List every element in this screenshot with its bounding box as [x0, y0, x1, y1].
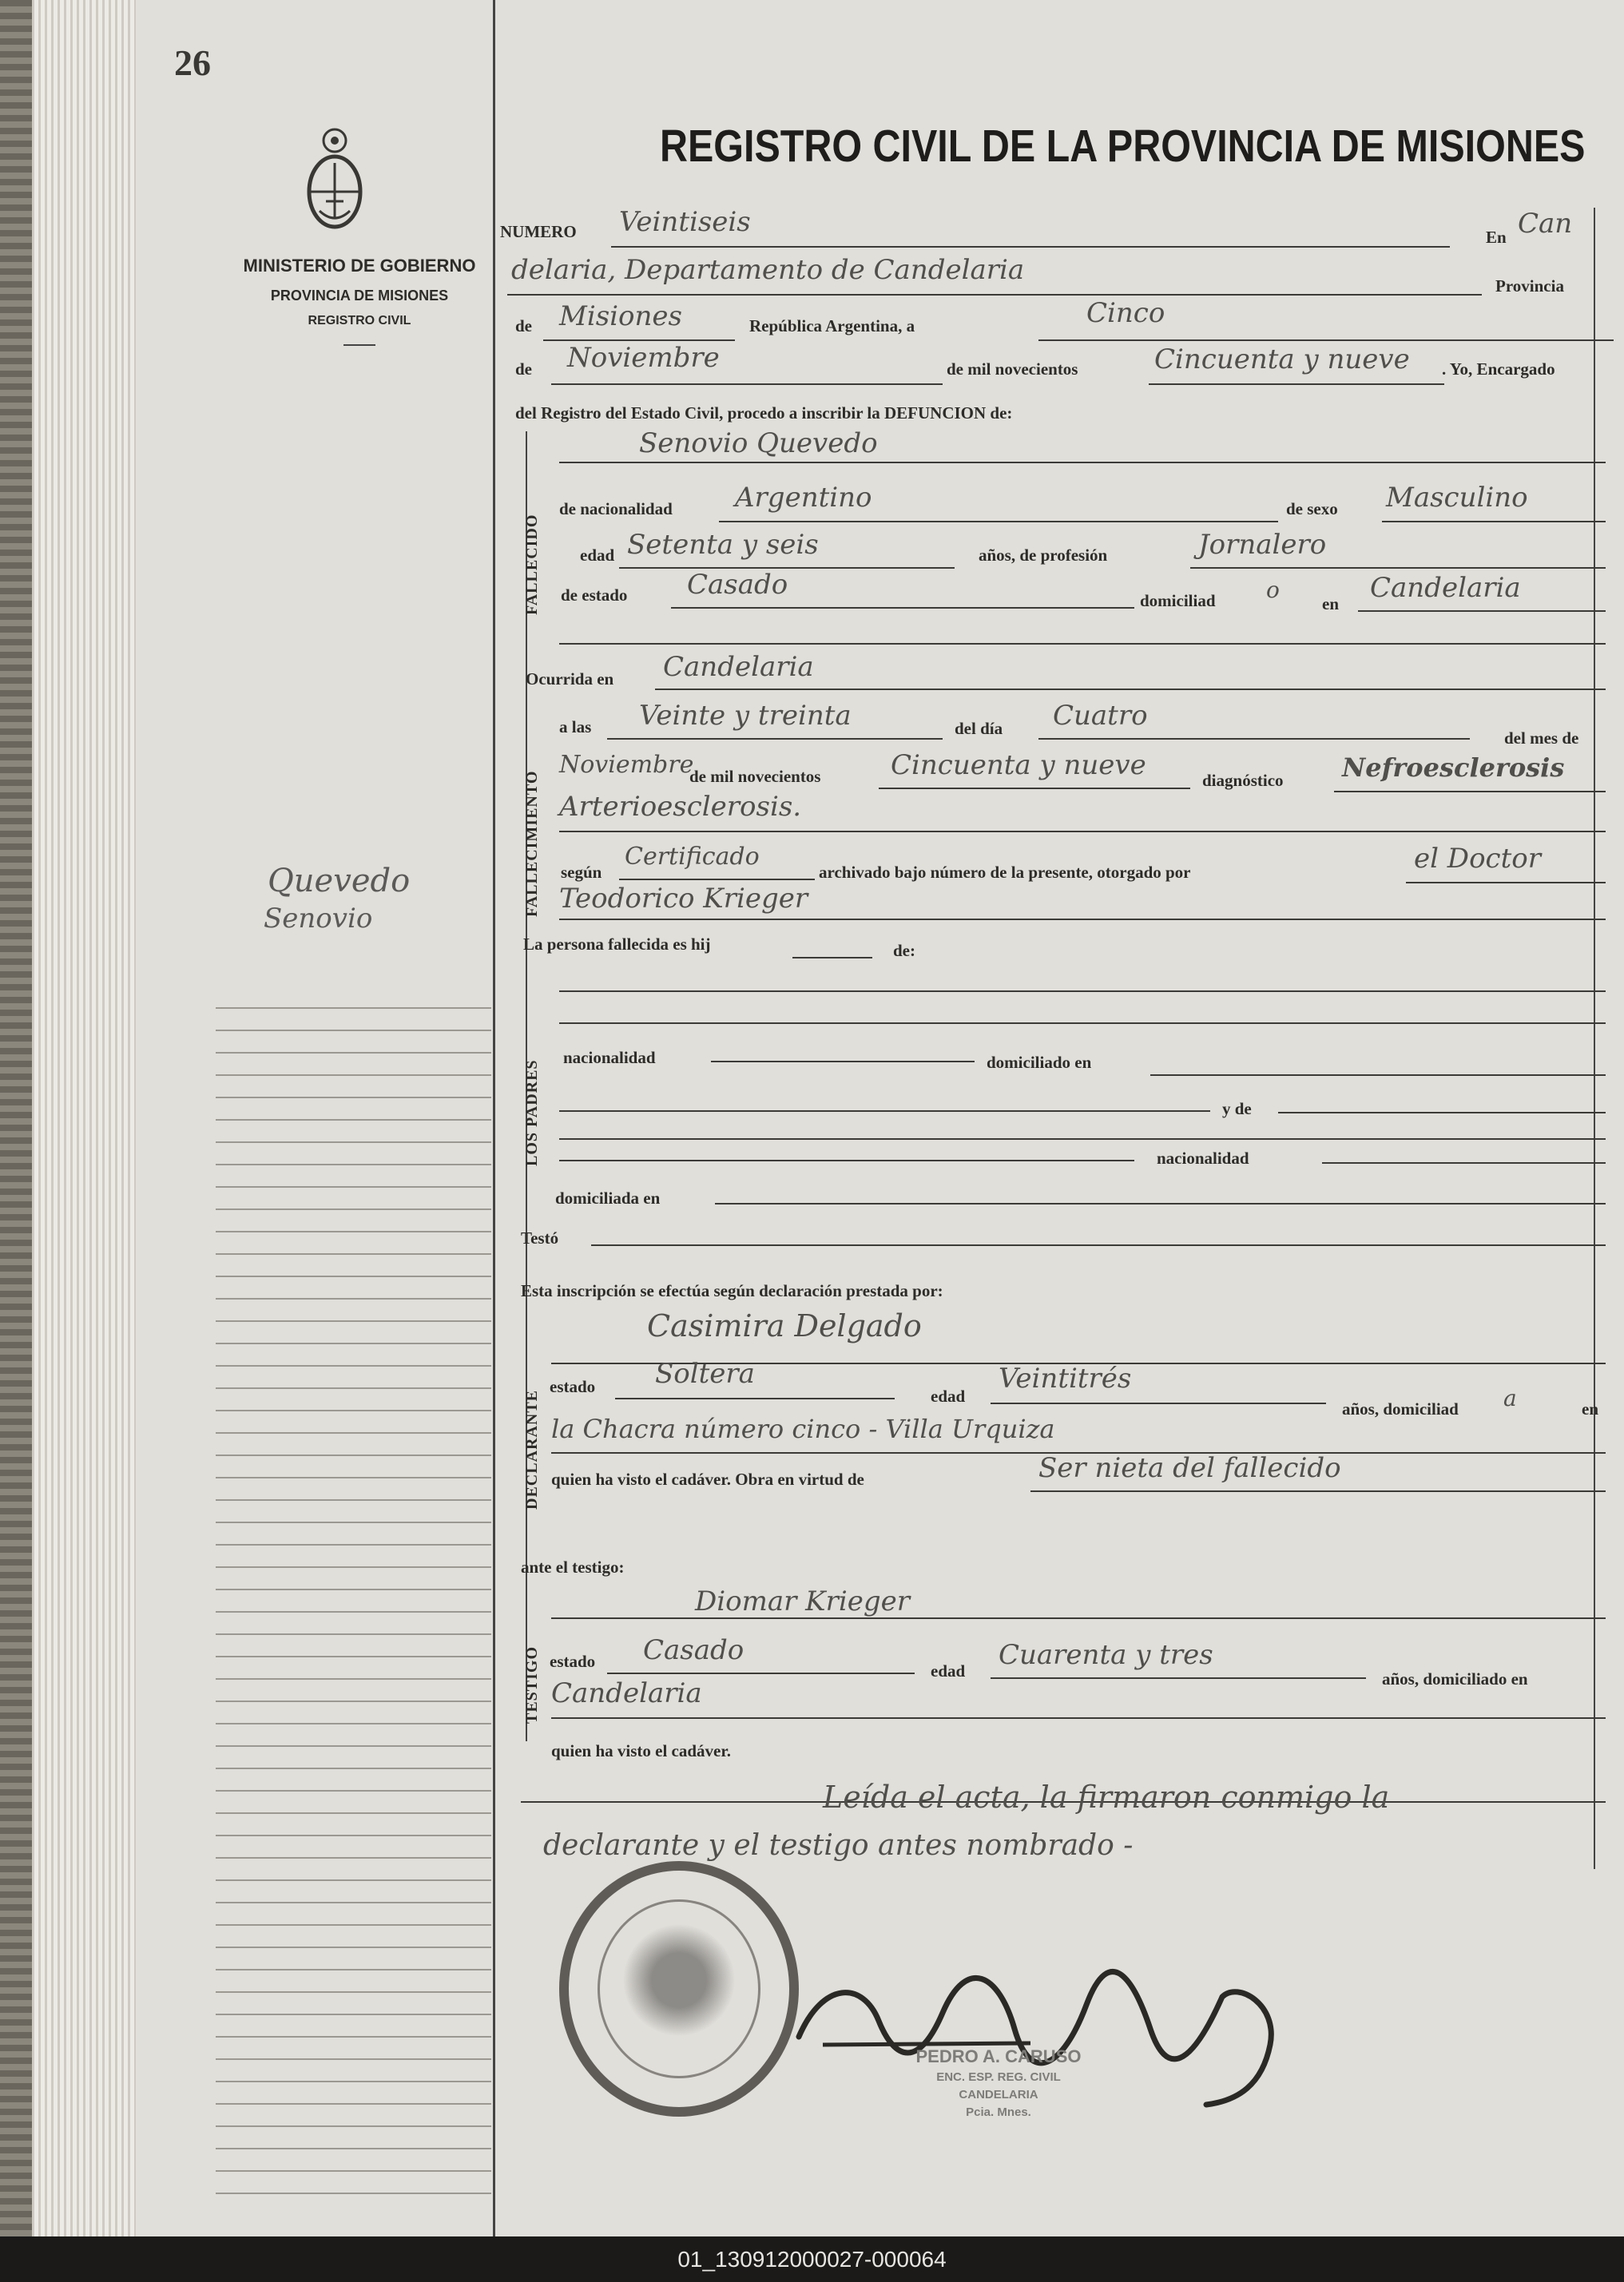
seal-name: PEDRO A. CARUSO [915, 2046, 1082, 2066]
domicilio-en-label: en [1322, 594, 1339, 613]
madre-line [559, 1110, 1210, 1112]
madre-domiciliada-line [715, 1203, 1606, 1204]
section-testigo: TESTIGO [523, 1645, 541, 1724]
fallecido-extra-line [559, 643, 1606, 645]
section-fallecimiento: FALLECIMIENTO [523, 770, 541, 917]
padre-line [559, 990, 1606, 992]
edad-value: Setenta y seis [627, 529, 819, 561]
numero-line [611, 246, 1450, 248]
sexo-line [1382, 521, 1606, 522]
padre-domiciliado-label: domiciliado en [987, 1053, 1092, 1072]
coat-of-arms-icon [305, 121, 364, 233]
encargado-label: . Yo, Encargado [1442, 359, 1555, 379]
testigo-edad-line [991, 1677, 1366, 1679]
seal-province: Pcia. Mnes. [966, 2105, 1031, 2119]
padre-domiciliado-line [1150, 1074, 1606, 1076]
nacionalidad-line [719, 521, 1278, 522]
declarante-edad-value: Veintitrés [999, 1363, 1132, 1395]
de-label: de [515, 316, 532, 335]
seal-place: CANDELARIA [959, 2088, 1038, 2101]
testigo-anios-label: años, domiciliado en [1382, 1669, 1528, 1689]
segun-label: según [561, 863, 602, 882]
place-line [507, 294, 1482, 296]
archivado-label: archivado bajo número de la presente, otorgado por [819, 863, 1191, 882]
fallecido-nombre: Senovio Quevedo [639, 427, 878, 459]
segun-line [619, 879, 815, 880]
padre-nacionalidad-label: nacionalidad [563, 1048, 656, 1067]
testigo-visto-label: quien ha visto el cadáver. [551, 1741, 731, 1760]
anios-profesion-label: años, de profesión [979, 546, 1108, 565]
padres-de-label: de: [893, 941, 915, 960]
testigo-domicilio-line [551, 1717, 1606, 1719]
madre-nombre-line [559, 1160, 1134, 1161]
ministry-divider [343, 344, 375, 346]
official-stamp-center [598, 1899, 760, 2078]
diagnostico-value: Nefroesclerosis [1342, 752, 1565, 783]
testo-line [591, 1244, 1606, 1246]
image-id-footer: 01_130912000027-000064 [0, 2236, 1624, 2282]
closing-line-2: declarante y el testigo antes nombrado - [543, 1829, 1134, 1862]
profesion-value: Jornalero [1198, 529, 1327, 561]
dia-fallecimiento-value: Cuatro [1053, 700, 1148, 732]
closing-line-1: Leída el acta, la firmaron conmigo la [823, 1780, 1390, 1815]
margin-surname: Quevedo [268, 863, 411, 899]
book-spine [0, 0, 32, 2236]
ocurrida-label: Ocurrida en [526, 669, 614, 689]
numero-label: NUMERO [500, 222, 577, 241]
sexo-label: de sexo [1286, 499, 1338, 518]
mes-value: Noviembre [567, 342, 720, 374]
del-mes-label: del mes de [1504, 728, 1579, 748]
margin-ruled-lines [216, 986, 491, 2201]
estado-value: Casado [687, 569, 788, 601]
ante-testigo-label: ante el testigo: [521, 1558, 625, 1577]
declarante-estado-line [615, 1398, 895, 1399]
ocurrida-value: Candelaria [663, 651, 814, 683]
declarante-visto-label: quien ha visto el cadáver. Obra en virtud de [551, 1470, 864, 1489]
right-rule [1594, 208, 1595, 1869]
doctor-line [559, 919, 1606, 920]
dia-value: Cinco [1086, 297, 1165, 329]
domicilio-value: Candelaria [1370, 572, 1521, 604]
anio-value: Cincuenta y nueve [1154, 343, 1410, 375]
testigo-domicilio-value: Candelaria [551, 1677, 702, 1709]
signature-icon [791, 1949, 1366, 2109]
testigo-edad-label: edad [931, 1661, 966, 1681]
testigo-estado-label: estado [550, 1652, 596, 1671]
domiciliado-suffix: o [1266, 577, 1280, 603]
del-dia-label: del día [955, 719, 1003, 738]
anio-label: de mil novecientos [947, 359, 1078, 379]
declarante-domiciliado-suffix: a [1503, 1385, 1517, 1411]
margin-name: Senovio [264, 903, 373, 935]
dia-fallecimiento-line [1038, 738, 1470, 740]
segun-value: Certificado [625, 843, 760, 871]
declarante-anios-label: años, domiciliad [1342, 1399, 1459, 1419]
ocurrida-line [655, 689, 1606, 690]
edad-label: edad [580, 546, 615, 565]
a-las-label: a las [559, 717, 592, 736]
section-declarante: DECLARANTE [523, 1389, 541, 1510]
place-value: delaria, Departamento de Candelaria [511, 254, 1025, 286]
page-number: 26 [174, 42, 211, 83]
declarante-edad-line [991, 1403, 1326, 1404]
madre-domiciliada-label: domiciliada en [555, 1189, 661, 1208]
declarante-estado-label: estado [550, 1377, 596, 1396]
testigo-nombre-line [551, 1617, 1606, 1619]
madre-line-2 [559, 1138, 1606, 1140]
testo-label: Testó [521, 1228, 559, 1248]
diagnostico-line [1334, 791, 1606, 792]
hora-line [607, 738, 943, 740]
mes-line [551, 383, 943, 385]
y-de-label: y de [1222, 1099, 1252, 1118]
anio-fallecimiento-label: de mil novecientos [689, 767, 821, 786]
profesion-line [1190, 567, 1606, 569]
margin-annotation [216, 863, 455, 935]
testigo-estado-value: Casado [643, 1634, 744, 1666]
section-padres: LOS PADRES [523, 1059, 541, 1166]
otorgado-line [1406, 882, 1606, 883]
nacionalidad-label: de nacionalidad [559, 499, 673, 518]
en-label: En [1486, 228, 1507, 247]
y-de-line [1278, 1112, 1606, 1113]
provincia-value: Misiones [559, 300, 682, 332]
section-fallecido: FALLECIDO [523, 514, 541, 615]
sexo-value: Masculino [1386, 482, 1528, 514]
madre-nacionalidad-line [1322, 1162, 1606, 1164]
declarante-domicilio-value: la Chacra número cinco - Villa Urquiza [551, 1414, 1055, 1444]
declarante-virtud-value: Ser nieta del fallecido [1038, 1452, 1341, 1484]
hijo-label: La persona fallecida es hij [523, 935, 711, 954]
estado-label: de estado [561, 585, 628, 605]
republica-label: República Argentina, a [749, 316, 915, 335]
seal-title: ENC. ESP. REG. CIVIL [936, 2070, 1061, 2084]
declarante-nombre: Casimira Delgado [647, 1308, 922, 1343]
nacionalidad-value: Argentino [735, 482, 872, 514]
declaracion-intro-label: Esta inscripción se efectúa según declaración prestada por: [521, 1281, 943, 1300]
ministry-line-1: MINISTERIO DE GOBIERNO [243, 256, 476, 276]
dia-line [1038, 339, 1614, 341]
ministry-line-3: REGISTRO CIVIL [308, 314, 411, 327]
otorgado-value: el Doctor [1414, 843, 1541, 875]
domicilio-line [1358, 610, 1606, 612]
testigo-estado-line [607, 1673, 915, 1674]
anio-line [1149, 383, 1444, 385]
anio-fallecimiento-value: Cincuenta y nueve [891, 749, 1146, 781]
fallecido-nombre-line [559, 462, 1606, 463]
provincia-label: Provincia [1495, 276, 1564, 296]
doctor-value: Teodorico Krieger [559, 883, 808, 915]
declarante-virtud-line [1030, 1490, 1606, 1492]
page-fold [32, 0, 136, 2236]
diagnostico-line-2 [559, 831, 1606, 832]
domiciliado-label: domiciliad [1140, 591, 1216, 610]
mes-fallecimiento-value: Noviembre [559, 751, 694, 779]
page-title: REGISTRO CIVIL DE LA PROVINCIA DE MISIONES [660, 121, 1586, 172]
ministry-header [192, 256, 527, 346]
hora-value: Veinte y treinta [639, 700, 852, 732]
estado-line [671, 607, 1134, 609]
padre-nacionalidad-line [711, 1061, 975, 1062]
diagnostico-label: diagnóstico [1202, 771, 1284, 790]
provincia-line [543, 339, 735, 341]
hijo-line [792, 957, 872, 958]
diagnostico-value-2: Arterioesclerosis. [559, 791, 802, 823]
testigo-nombre: Diomar Krieger [695, 1585, 910, 1617]
inscribir-label: del Registro del Estado Civil, procedo a inscribir la DEFUNCION de: [515, 403, 1013, 423]
ministry-line-2: PROVINCIA DE MISIONES [270, 288, 449, 304]
en-value: Can [1518, 208, 1573, 240]
madre-nacionalidad-label: nacionalidad [1157, 1149, 1249, 1168]
register-page [32, 0, 1624, 2236]
de-label-2: de [515, 359, 532, 379]
declarante-estado-value: Soltera [655, 1358, 755, 1390]
numero-value: Veintiseis [619, 206, 751, 238]
anio-fallecimiento-line [879, 788, 1190, 789]
testigo-edad-value: Cuarenta y tres [999, 1639, 1213, 1671]
declarante-en-label: en [1582, 1399, 1598, 1419]
declarante-edad-label: edad [931, 1387, 966, 1406]
padre-line-2 [559, 1022, 1606, 1024]
